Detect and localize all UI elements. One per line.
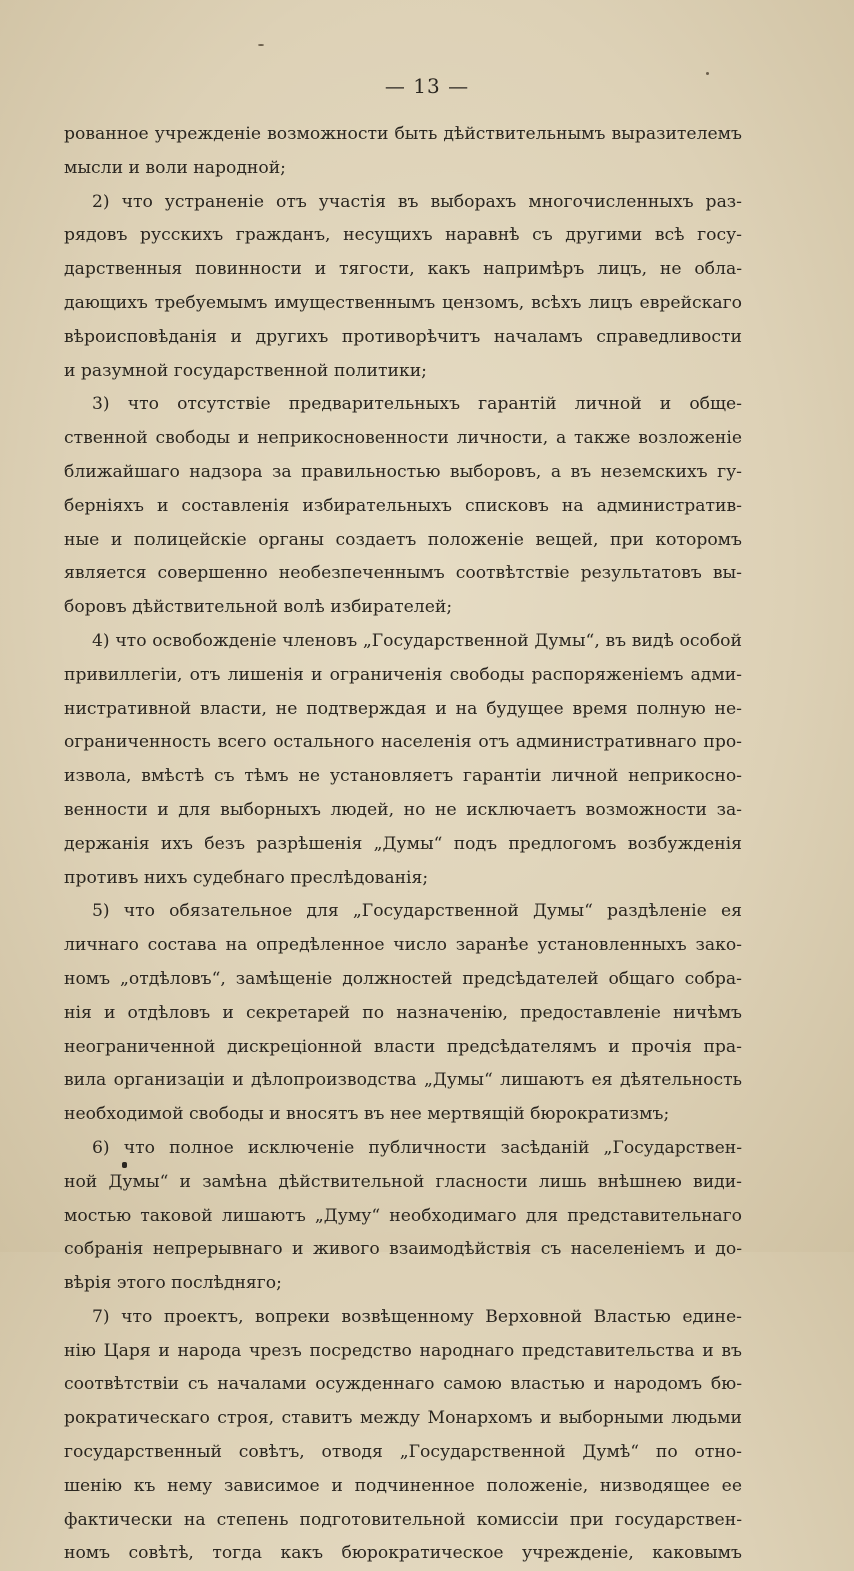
text-line: берніяхъ и составленія избирательныхъ списковъ на административ- (64, 495, 742, 516)
text-line: соотвѣтствіи съ началами осужденнаго самою властью и народомъ бю- (64, 1374, 742, 1395)
text-line: венности и для выборныхъ людей, но не исключаетъ возможности за- (64, 799, 742, 820)
text-line: ближайшаго надзора за правильностью выборовъ, а въ неземскихъ гу- (64, 461, 742, 482)
text-line: рядовъ русскихъ гражданъ, несущихъ наравнѣ съ другими всѣ госу- (64, 225, 742, 246)
text-line: и разумной государственной политики; (64, 360, 427, 381)
text-line: противъ нихъ судебнаго преслѣдованія; (64, 867, 429, 888)
text-line: боровъ дѣйствительной волѣ избирателей; (64, 597, 453, 618)
text-line: 3) что отсутствіе предварительныхъ гарантій личной и обще- (92, 394, 742, 415)
text-line: необходимой свободы и вносятъ въ нее мертвящій бюрократизмъ; (64, 1104, 670, 1125)
text-line: 6) что полное исключеніе публичности засѣданій „Государствен- (92, 1137, 742, 1158)
text-line: неограниченной дискреціонной власти предсѣдателямъ и прочія пра- (64, 1036, 742, 1057)
ink-speck (258, 44, 264, 46)
text-line: 5) что обязательное для „Государственной Думы“ раздѣленіе ея (92, 901, 742, 922)
text-line: держанія ихъ безъ разрѣшенія „Думы“ подъ предлогомъ возбужденія (64, 833, 742, 854)
text-line: государственный совѣтъ, отводя „Государственной Думѣ“ по отно- (64, 1442, 742, 1463)
body-text (64, 118, 742, 1571)
text-line: мысли и воли народной; (64, 157, 286, 178)
text-line: вѣрія этого послѣдняго; (64, 1273, 282, 1294)
text-line: привиллегіи, отъ лишенія и ограниченія свободы распоряженіемъ адми- (64, 664, 742, 685)
text-line: 7) что проектъ, вопреки возвѣщенному Верховной Властью едине- (92, 1306, 742, 1327)
text-line: нію Царя и народа чрезъ посредство народнаго представительства и въ (64, 1340, 742, 1361)
text-line: шенію къ нему зависимое и подчиненное положеніе, низводящее ее (64, 1475, 742, 1496)
text-line: рократическаго строя, ставитъ между Монархомъ и выборными людьми (64, 1408, 742, 1429)
text-line: вила организаціи и дѣлопроизводства „Думы“ лишаютъ ея дѣятельность (64, 1070, 742, 1091)
text-line: нія и отдѣловъ и секретарей по назначенію, предоставленіе ничѣмъ (64, 1002, 742, 1023)
text-line: ные и полицейскіе органы создаетъ положеніе вещей, при которомъ (64, 529, 742, 550)
text-line: мостью таковой лишаютъ „Думу“ необходимаго для представительнаго (64, 1205, 742, 1226)
text-line: является совершенно необезпеченнымъ соотвѣтствіе результатовъ вы- (64, 563, 742, 584)
ink-speck (706, 72, 709, 75)
text-line: 2) что устраненіе отъ участія въ выборахъ многочисленныхъ раз- (92, 191, 742, 212)
text-line: номъ совѣтѣ, тогда какъ бюрократическое учрежденіе, каковымъ (64, 1543, 742, 1564)
text-line: рованное учрежденіе возможности быть дѣйствительнымъ выразителемъ (64, 124, 742, 144)
text-line: ственной свободы и неприкосновенности личности, а также возложеніе (64, 428, 742, 449)
text-line: фактически на степень подготовительной комиссіи при государствен- (64, 1509, 742, 1530)
text-line: извола, вмѣстѣ съ тѣмъ не установляетъ гарантіи личной неприкосно- (64, 766, 742, 787)
text-line: 4) что освобожденіе членовъ „Государственной Думы“, въ видѣ особой (92, 630, 742, 651)
ink-mark (122, 1162, 127, 1168)
text-line: дарственныя повинности и тягости, какъ напримѣръ лицъ, не обла- (64, 259, 742, 280)
text-line: личнаго состава на опредѣленное число заранѣе установленныхъ зако- (64, 935, 742, 956)
text-line: номъ „отдѣловъ“, замѣщеніе должностей предсѣдателей общаго собра- (64, 968, 742, 989)
text-line: вѣроисповѣданія и другихъ противорѣчитъ началамъ справедливости (64, 326, 742, 347)
text-line: дающихъ требуемымъ имущественнымъ цензомъ, всѣхъ лицъ еврейскаго (64, 292, 742, 313)
page-number: — 13 — (384, 74, 470, 98)
text-line: ной Думы“ и замѣна дѣйствительной гласности лишь внѣшнею види- (64, 1171, 742, 1192)
text-line: ограниченность всего остального населенія отъ административнаго про- (64, 732, 742, 753)
text-line: собранія непрерывнаго и живого взаимодѣйствія съ населеніемъ и до- (64, 1239, 742, 1260)
text-line: нистративной власти, не подтверждая и на будущее время полную не- (64, 698, 742, 719)
